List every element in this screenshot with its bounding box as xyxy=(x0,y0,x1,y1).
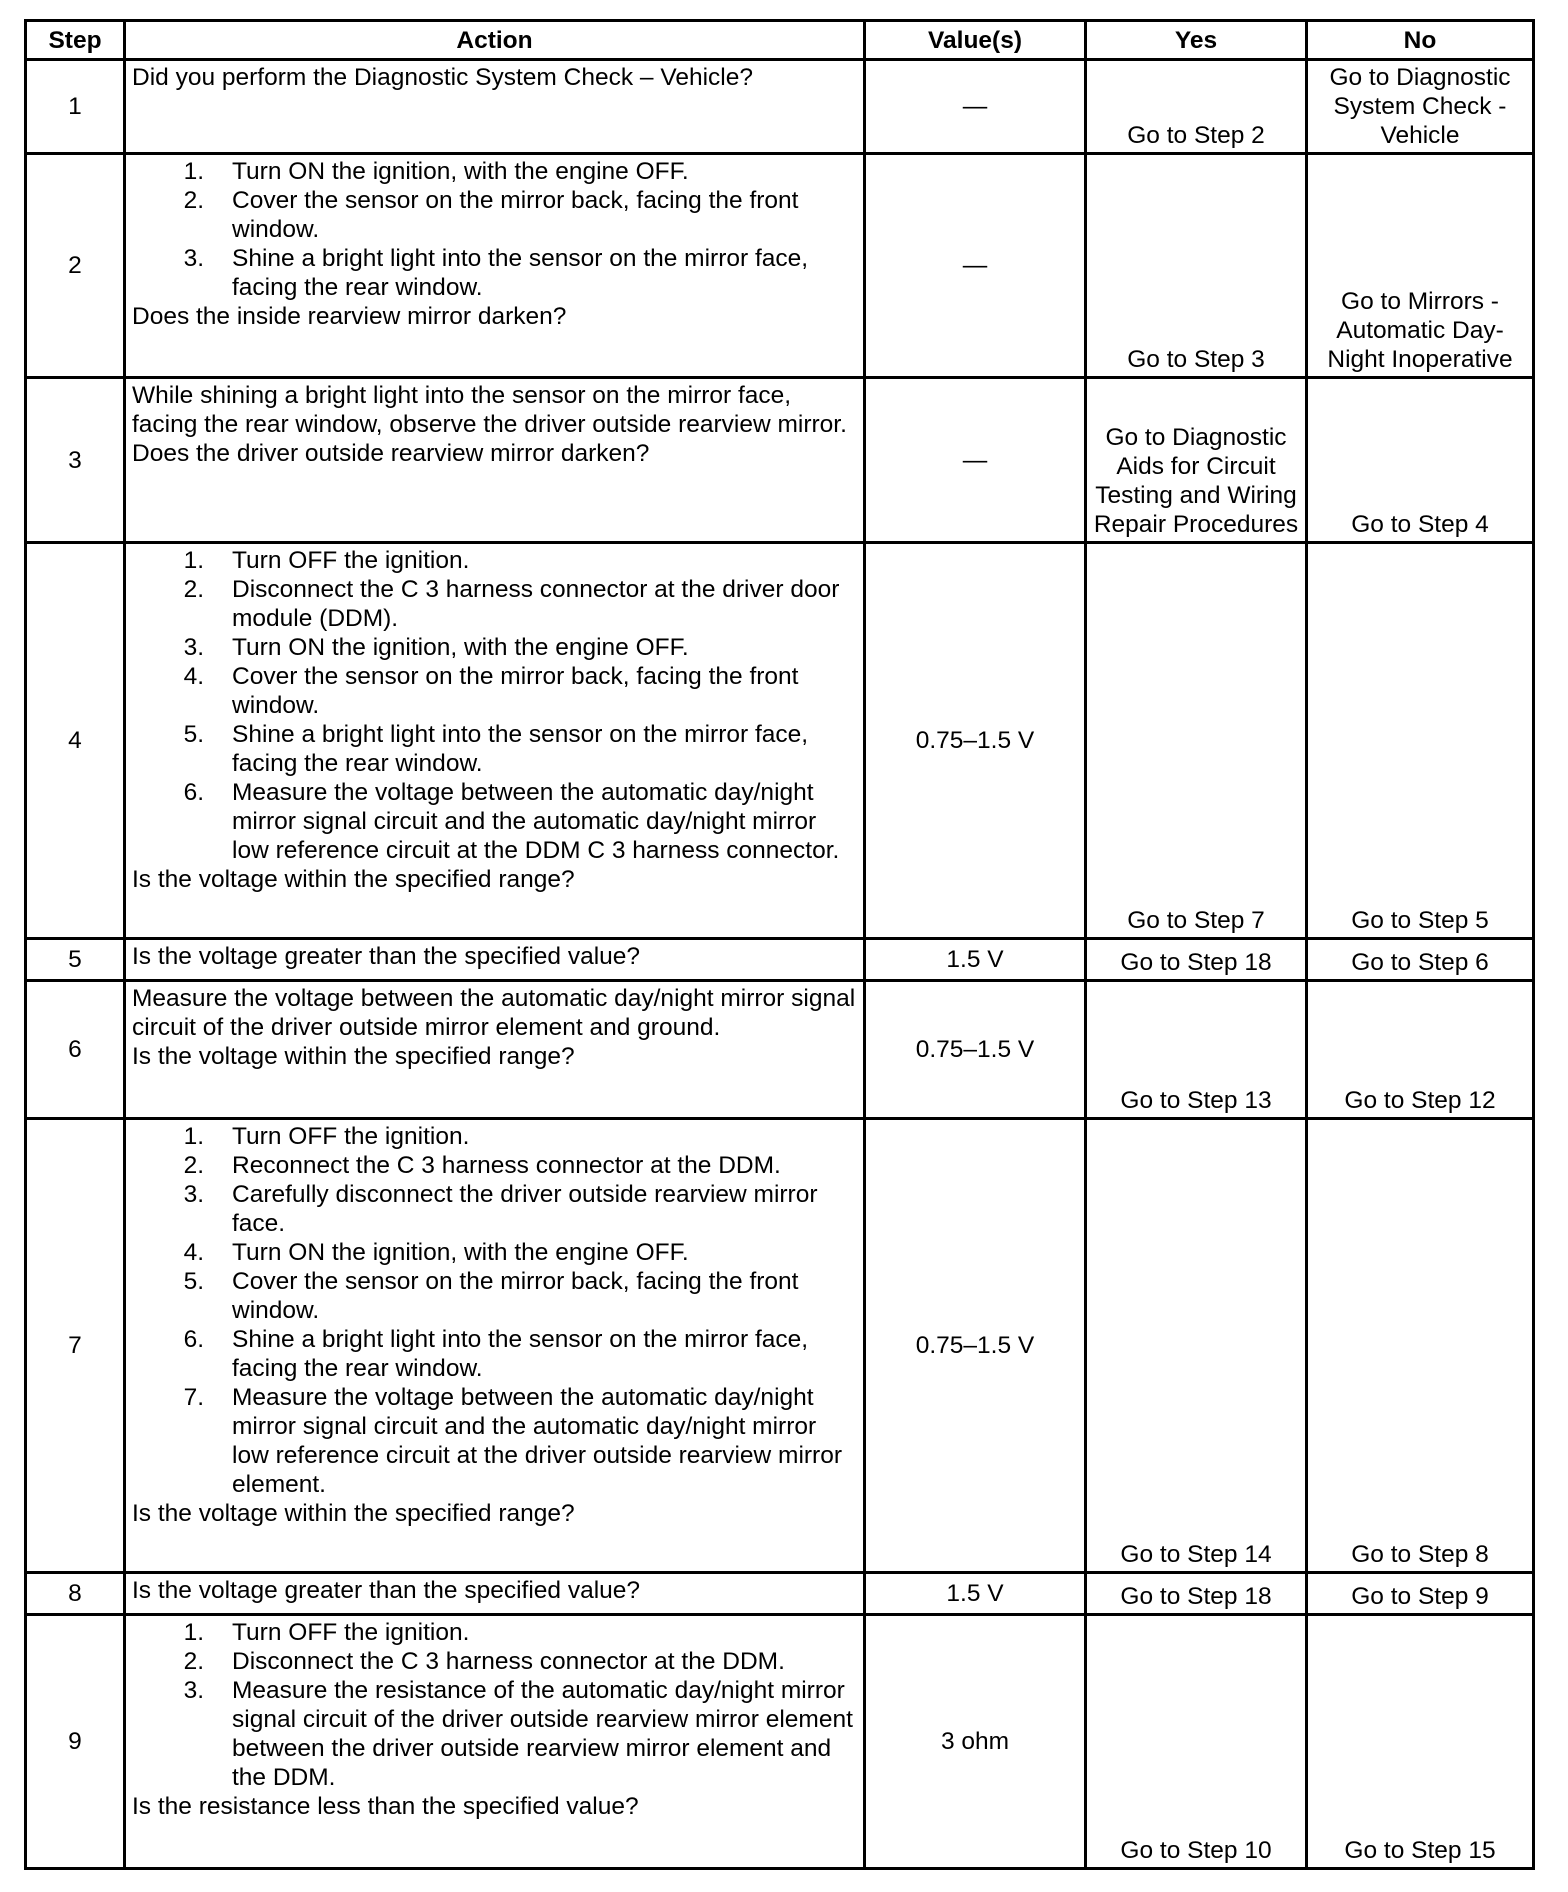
action-question: Is the voltage within the specified range? xyxy=(132,1500,575,1527)
header-step: Step xyxy=(26,21,125,60)
no-cell: Go to Diagnostic System Check - Vehicle xyxy=(1307,60,1534,154)
value-cell: 3 ohm xyxy=(865,1615,1086,1869)
table-row xyxy=(26,60,1534,154)
list-item: 3. Turn ON the ignition, with the engine OFF. xyxy=(183,634,689,661)
action-cell xyxy=(125,154,865,378)
action-cell xyxy=(125,1615,865,1869)
action-question: Is the resistance less than the specified value? xyxy=(132,1793,639,1820)
action-question: Does the driver outside rearview mirror darken? xyxy=(132,440,650,467)
yes-cell: Go to Step 18 xyxy=(1086,939,1307,981)
step-number: 4 xyxy=(26,543,125,939)
action-steps xyxy=(132,1122,857,1499)
list-item: 2. Disconnect the C 3 harness connector at the DDM. xyxy=(183,1648,785,1675)
value-cell: 1.5 V xyxy=(865,939,1086,981)
value-cell: 0.75–1.5 V xyxy=(865,1119,1086,1573)
step-number: 9 xyxy=(26,1615,125,1869)
no-cell: Go to Step 4 xyxy=(1307,378,1534,543)
action-text: Is the voltage greater than the specified value? xyxy=(132,943,641,970)
yes-cell: Go to Step 14 xyxy=(1086,1119,1307,1573)
list-item: 2. Cover the sensor on the mirror back, facing the front window. xyxy=(183,187,799,243)
step-number: 3 xyxy=(26,378,125,543)
action-question: Is the voltage within the specified range? xyxy=(132,866,575,893)
action-text: Is the voltage greater than the specified value? xyxy=(132,1577,641,1604)
step-number: 5 xyxy=(26,939,125,981)
value-cell: — xyxy=(865,154,1086,378)
step-number: 6 xyxy=(26,981,125,1119)
yes-cell: Go to Step 13 xyxy=(1086,981,1307,1119)
table-row xyxy=(26,1119,1534,1573)
table-row xyxy=(26,543,1534,939)
no-cell: Go to Step 9 xyxy=(1307,1573,1534,1615)
no-cell: Go to Step 5 xyxy=(1307,543,1534,939)
header-action: Action xyxy=(125,21,865,60)
list-item: 6. Shine a bright light into the sensor on the mirror face, facing the rear window. xyxy=(183,1326,809,1382)
yes-cell: Go to Step 2 xyxy=(1086,60,1307,154)
header-yes: Yes xyxy=(1086,21,1307,60)
no-cell: Go to Step 6 xyxy=(1307,939,1534,981)
step-number: 8 xyxy=(26,1573,125,1615)
table-row xyxy=(26,1615,1534,1869)
yes-cell: Go to Step 18 xyxy=(1086,1573,1307,1615)
header-no: No xyxy=(1307,21,1534,60)
list-item: 4. Cover the sensor on the mirror back, facing the front window. xyxy=(183,663,799,719)
yes-cell: Go to Step 10 xyxy=(1086,1615,1307,1869)
value-cell: 0.75–1.5 V xyxy=(865,543,1086,939)
table-row xyxy=(26,378,1534,543)
action-cell xyxy=(125,378,865,543)
table-row xyxy=(26,154,1534,378)
list-item: 5. Shine a bright light into the sensor on the mirror face, facing the rear window. xyxy=(183,721,809,777)
no-cell: Go to Step 12 xyxy=(1307,981,1534,1119)
list-item: 6. Measure the voltage between the automatic day/night mirror signal circuit and the automatic day/night mirror low reference circuit at the DDM C 3 harness connector. xyxy=(183,779,840,864)
action-text: Did you perform the Diagnostic System Check – Vehicle? xyxy=(132,64,753,91)
no-cell: Go to Mirrors - Automatic Day-Night Inoperative xyxy=(1307,154,1534,378)
action-text: Measure the voltage between the automatic day/night mirror signal circuit of the driver outside mirror element and ground. xyxy=(132,985,856,1041)
table-row xyxy=(26,981,1534,1119)
list-item: 3. Carefully disconnect the driver outside rearview mirror face. xyxy=(183,1181,818,1237)
table-row xyxy=(26,1573,1534,1615)
value-cell: 1.5 V xyxy=(865,1573,1086,1615)
action-cell xyxy=(125,1119,865,1573)
action-steps xyxy=(132,546,857,865)
list-item: 3. Measure the resistance of the automatic day/night mirror signal circuit of the driver outside rearview mirror element between the driver outside rearview mirror element and the DDM. xyxy=(183,1677,853,1791)
action-steps xyxy=(132,1618,857,1792)
step-number: 1 xyxy=(26,60,125,154)
table-row xyxy=(26,939,1534,981)
list-item: 3. Shine a bright light into the sensor on the mirror face, facing the rear window. xyxy=(183,245,809,301)
action-cell xyxy=(125,981,865,1119)
action-text: While shining a bright light into the sensor on the mirror face, facing the rear window, observe the driver outside rearview mirror. xyxy=(132,382,847,438)
list-item: 2. Disconnect the C 3 harness connector at the driver door module (DDM). xyxy=(183,576,840,632)
yes-cell: Go to Step 3 xyxy=(1086,154,1307,378)
list-item: 5. Cover the sensor on the mirror back, facing the front window. xyxy=(183,1268,799,1324)
list-item: 4. Turn ON the ignition, with the engine OFF. xyxy=(183,1239,689,1266)
action-cell xyxy=(125,939,865,981)
action-question: Is the voltage within the specified range? xyxy=(132,1043,575,1070)
header-values: Value(s) xyxy=(865,21,1086,60)
yes-cell: Go to Step 7 xyxy=(1086,543,1307,939)
no-cell: Go to Step 15 xyxy=(1307,1615,1534,1869)
diagnostic-table xyxy=(24,19,1535,1870)
no-cell: Go to Step 8 xyxy=(1307,1119,1534,1573)
action-cell xyxy=(125,1573,865,1615)
value-cell: 0.75–1.5 V xyxy=(865,981,1086,1119)
header-row xyxy=(26,21,1534,60)
yes-cell: Go to Diagnostic Aids for Circuit Testing and Wiring Repair Procedures xyxy=(1086,378,1307,543)
value-cell: — xyxy=(865,378,1086,543)
action-cell xyxy=(125,60,865,154)
list-item: 1. Turn OFF the ignition. xyxy=(183,1123,470,1150)
list-item: 1. Turn ON the ignition, with the engine OFF. xyxy=(183,158,689,185)
action-steps xyxy=(132,157,857,302)
list-item: 1. Turn OFF the ignition. xyxy=(183,1619,470,1646)
list-item: 1. Turn OFF the ignition. xyxy=(183,547,470,574)
list-item: 7. Measure the voltage between the automatic day/night mirror signal circuit and the automatic day/night mirror low reference circuit at the driver outside rearview mirror element. xyxy=(183,1384,842,1498)
step-number: 7 xyxy=(26,1119,125,1573)
action-cell xyxy=(125,543,865,939)
value-cell: — xyxy=(865,60,1086,154)
action-question: Does the inside rearview mirror darken? xyxy=(132,303,567,330)
step-number: 2 xyxy=(26,154,125,378)
list-item: 2. Reconnect the C 3 harness connector at the DDM. xyxy=(183,1152,781,1179)
